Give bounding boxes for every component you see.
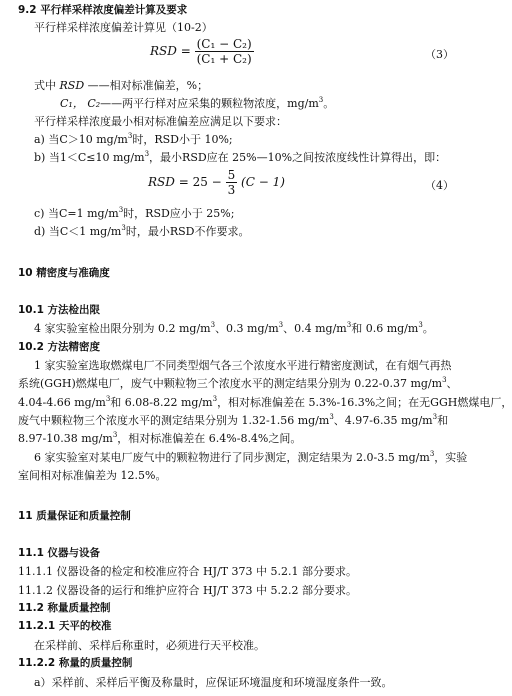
precision-3-text-2: 和 6.08-8.22 mg/m [110, 396, 213, 409]
precision-4-text-1: 废气中颗粒物三个浓度水平的测定结果分别为 1.32-1.56 mg/m [18, 414, 330, 427]
detection-exp-2: 3 [278, 321, 284, 329]
req-c-exp: 3 [118, 206, 124, 214]
precision-2-exp: 3 [442, 376, 447, 384]
formula-3-eq: = [180, 44, 191, 58]
precision-5-exp: 3 [112, 431, 118, 439]
precision-4-exp-1: 3 [329, 413, 334, 421]
where-line [34, 79, 208, 92]
req-c-text-2: 时，RSD应小于 25%; [123, 207, 235, 220]
formula-4-lhs: RSD [148, 175, 175, 189]
cvar-def: ——两平行样对应采集的颗粒物浓度，mg/m [100, 97, 319, 110]
precision-4-text-3: 和 [437, 414, 449, 427]
formula-3-fraction [195, 37, 254, 66]
section-heading-11-1: 11.1 仪器与设备 [18, 547, 101, 559]
precision-2-text-1: 系统(GGH)燃煤电厂，废气中颗粒物三个浓度水平的测定结果分别为 0.22-0.37 mg/m [18, 377, 443, 390]
section-heading-10: 10 精密度与准确度 [18, 267, 110, 279]
req-b-text-1: b) 当1＜C≤10 mg/m [34, 151, 145, 164]
where-def: ——相对标准偏差，%； [87, 79, 209, 92]
precision-5-text-1: 8.97-10.38 mg/m [18, 432, 113, 445]
section-heading-11-2: 11.2 称量质量控制 [18, 602, 111, 614]
precision-line-3 [18, 396, 512, 409]
formula-3-denominator: (C₁ + C₂) [196, 52, 252, 66]
formula-3-numerator: (C₁ − C₂) [196, 37, 252, 51]
section-heading-11: 11 质量保证和质量控制 [18, 510, 131, 522]
item-11-1-1: 11.1.1 仪器设备的检定和校准应符合 HJ/T 373 中 5.2.1 部分要求。 [18, 565, 357, 578]
weighing-qc-text: a）采样前、采样后平衡及称量时，应保证环境温度和环境湿度条件一致。 [34, 676, 393, 689]
precision-6-exp: 3 [429, 450, 435, 458]
section-heading-11-2-1: 11.2.1 天平的校准 [18, 620, 112, 632]
formula-3-number: （3） [425, 48, 454, 61]
formula-4-rest: (C − 1) [241, 175, 285, 189]
formula-3-lhs: RSD [150, 44, 177, 58]
detection-exp-4: 3 [418, 321, 423, 329]
req-d [34, 225, 249, 238]
precision-line-5 [18, 432, 301, 445]
precision-line-7: 室间相对标准偏差为 12.5%。 [18, 469, 167, 482]
req-d-exp: 3 [121, 224, 126, 232]
formula-4 [148, 168, 285, 197]
detection-text-1: 4 家实验室检出限分别为 0.2 mg/m [34, 322, 211, 335]
precision-6-text-1: 6 家实验室对某电厂废气中的颗粒物进行了同步测定，测定结果为 2.0-3.5 mg/m [34, 451, 430, 464]
section-heading-11-2-2: 11.2.2 称量的质量控制 [18, 657, 133, 669]
precision-2-text-2: 、 [446, 377, 458, 390]
req-c [34, 207, 234, 220]
calibration-text: 在采样前、采样后称重时，必须进行天平校准。 [34, 639, 265, 652]
req-b-exp: 3 [144, 150, 150, 158]
req-b-text-2: ，最小RSD应在 25%—10%之间按浓度线性计算得出，即： [149, 151, 447, 164]
req-c-text-1: c) 当C=1 mg/m [34, 207, 119, 220]
formula-4-number: （4） [425, 179, 454, 192]
cvar-names: C₁， C₂ [60, 97, 101, 110]
precision-5-text-2: ，相对标准偏差在 6.4%-8.4%之间。 [117, 432, 302, 445]
precision-3-exp-2: 3 [212, 395, 218, 403]
formula-4-mid: = 25 − [178, 175, 222, 189]
formula-3 [150, 37, 254, 66]
req-d-text-1: d) 当C＜1 mg/m [34, 225, 122, 238]
precision-line-1: 1 家实验室选取燃煤电厂不同类型烟气各三个浓度水平进行精密度测试，在有烟气再热 [34, 359, 452, 372]
formula-intro: 平行样采样浓度偏差计算见（10-2） [34, 21, 213, 34]
req-a-text-2: 时，RSD小于 10%; [132, 133, 233, 146]
requirement-intro: 平行样采样浓度最小相对标准偏差应满足以下要求： [34, 115, 287, 128]
precision-6-text-2: ，实验 [434, 451, 468, 464]
req-a [34, 133, 233, 146]
req-a-exp: 3 [127, 132, 133, 140]
precision-4-text-2: 、4.97-6.35 mg/m [333, 414, 433, 427]
precision-3-text-1: 4.04-4.66 mg/m [18, 396, 106, 409]
cvar-exp: 3 [318, 96, 324, 104]
precision-4-exp-2: 3 [432, 413, 438, 421]
detection-text-4: 和 0.6 mg/m [351, 322, 419, 335]
where-prefix: 式中 [34, 79, 56, 92]
req-d-text-2: 时，最小RSD不作要求。 [125, 225, 250, 238]
formula-4-fraction [226, 168, 238, 197]
precision-line-4 [18, 414, 448, 427]
req-a-text-1: a) 当C＞10 mg/m [34, 133, 128, 146]
detection-exp-3: 3 [346, 321, 352, 329]
where-var: RSD [59, 79, 85, 92]
section-heading-10-1: 10.1 方法检出限 [18, 304, 101, 316]
detection-text-2: 、0.3 mg/m [215, 322, 279, 335]
precision-3-text-3: ，相对标准偏差在 5.3%-16.3%之间；在无GGH燃煤电厂， [217, 396, 512, 409]
detection-exp-1: 3 [210, 321, 216, 329]
section-heading-10-2: 10.2 方法精密度 [18, 341, 101, 353]
precision-line-6 [34, 451, 467, 464]
precision-3-exp-1: 3 [105, 395, 111, 403]
precision-line-2 [18, 377, 458, 390]
detection-limit-text [34, 322, 434, 335]
req-b [34, 151, 446, 164]
item-11-1-2: 11.1.2 仪器设备的运行和维护应符合 HJ/T 373 中 5.2.2 部分要求。 [18, 584, 357, 597]
section-heading-9-2: 9.2 平行样采样浓度偏差计算及要求 [18, 4, 188, 16]
formula-4-numerator: 5 [227, 168, 236, 182]
cvar-end: 。 [323, 97, 335, 110]
cvar-line [60, 97, 334, 110]
detection-text-3: 、0.4 mg/m [283, 322, 347, 335]
detection-text-5: 。 [422, 322, 434, 335]
formula-4-denominator: 3 [227, 183, 236, 197]
